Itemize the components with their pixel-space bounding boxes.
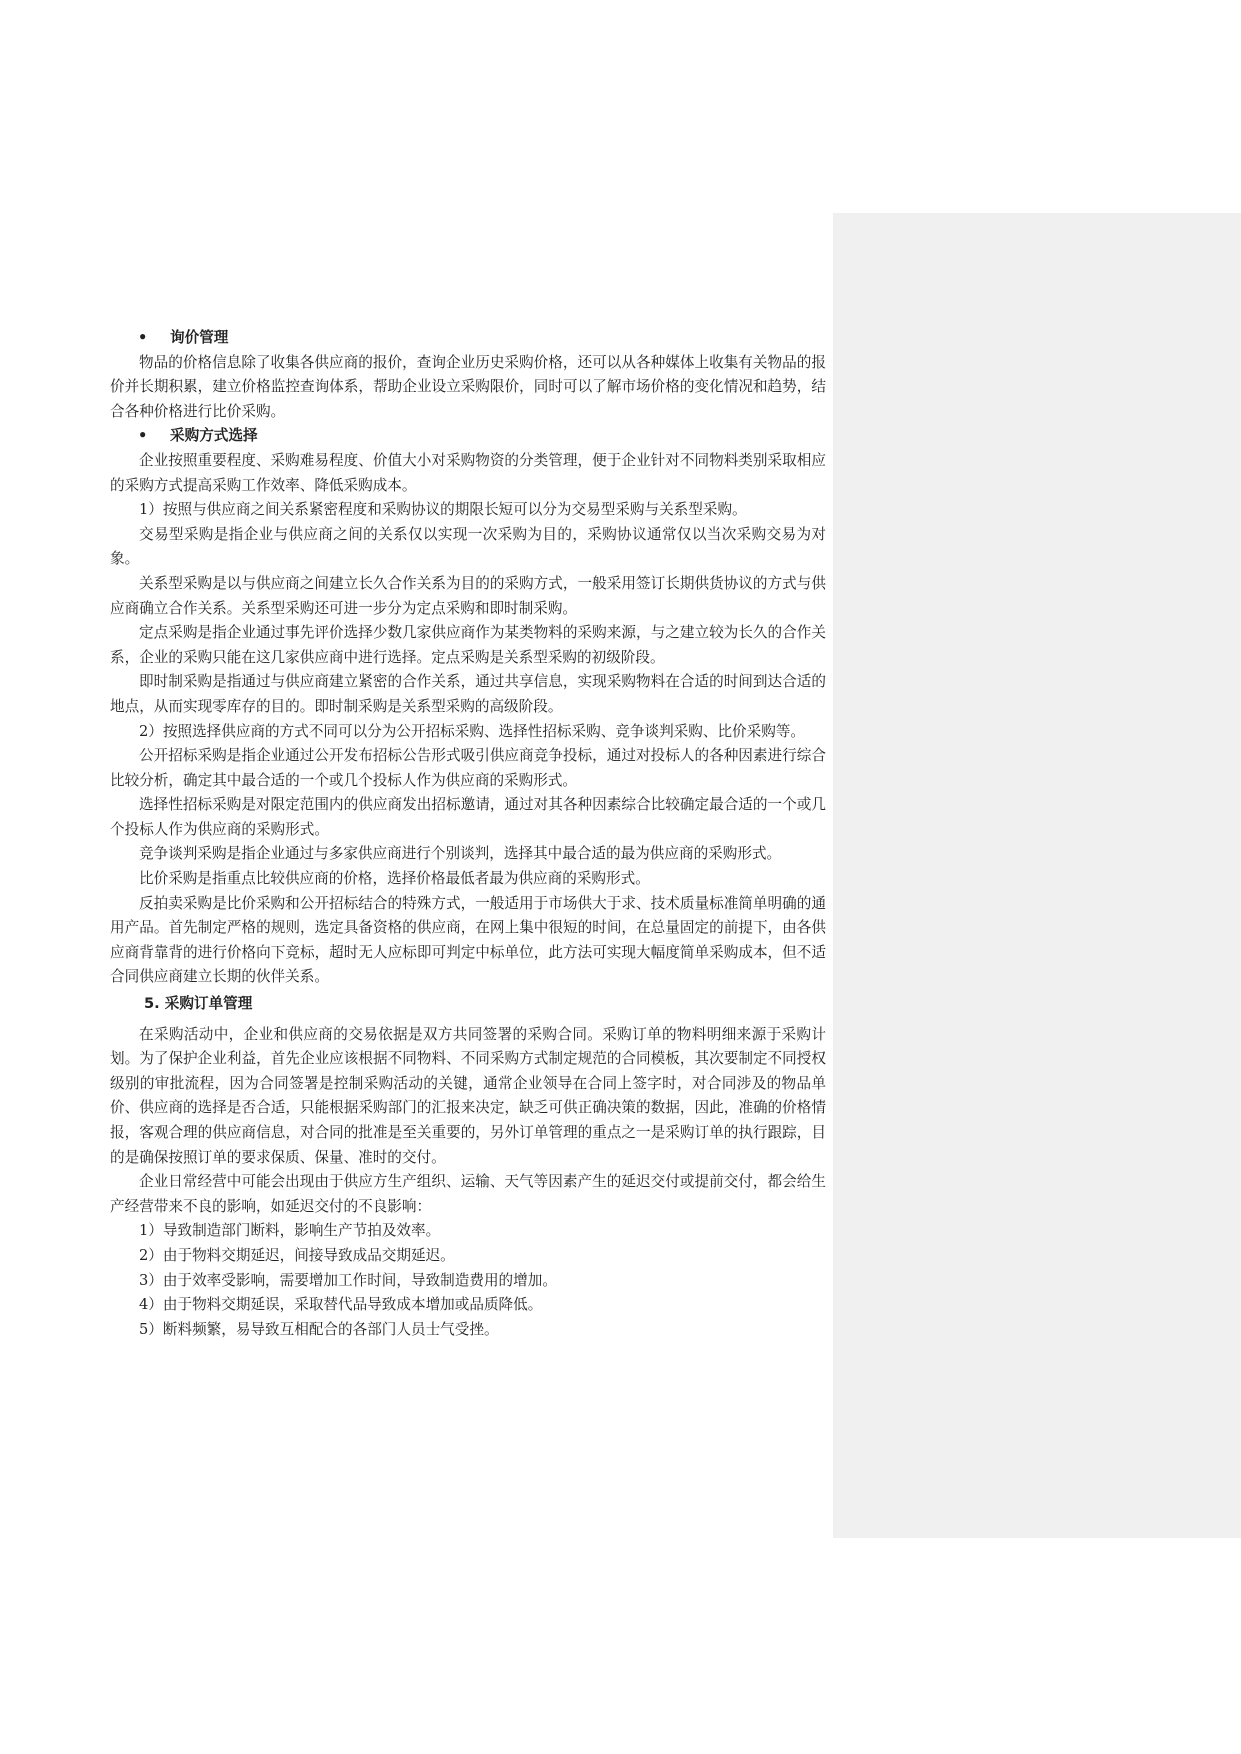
bullet-icon: • bbox=[138, 329, 148, 346]
method-paragraph: 反拍卖采购是比价采购和公开招标结合的特殊方式，一般适用于市场供大于求、技术质量标准简单明确的通用产品。首先制定严格的规则，选定具备资格的供应商，在网上集中很短的时间，在总量固定的前提下，由各供应商背靠背的进行价格向下竞标，超时无人应标即可判定中标单位，此方法可实现大幅度简单采购成本，但不适合同供应商建立长期的伙伴关系。 bbox=[110, 894, 826, 986]
method-heading bbox=[110, 424, 826, 449]
list-item: 1）导致制造部门断料，影响生产节拍及效率。 bbox=[139, 1222, 441, 1240]
method-paragraph: 2）按照选择供应商的方式不同可以分为公开招标采购、选择性招标采购、竞争谈判采购、比价采购等。 bbox=[139, 722, 806, 740]
order-paragraph: 企业日常经营中可能会出现由于供应方生产组织、运输、天气等因素产生的延迟交付或提前交付，都会给生产经营带来不良的影响，如延迟交付的不良影响： bbox=[110, 1173, 826, 1215]
method-paragraph: 交易型采购是指企业与供应商之间的关系仅以实现一次采购为目的，采购协议通常仅以当次采购交易为对象。 bbox=[110, 525, 826, 568]
method-paragraph: 选择性招标采购是对限定范围内的供应商发出招标邀请，通过对其各种因素综合比较确定最合适的一个或几个投标人作为供应商的采购形式。 bbox=[110, 796, 826, 838]
comment-margin-pane bbox=[833, 213, 1241, 1538]
method-paragraph: 竞争谈判采购是指企业通过与多家供应商进行个别谈判，选择其中最合适的最为供应商的采购形式。 bbox=[139, 845, 782, 863]
list-item: 3）由于效率受影响，需要增加工作时间，导致制造费用的增加。 bbox=[139, 1271, 557, 1289]
method-paragraph: 公开招标采购是指企业通过公开发布招标公告形式吸引供应商竞争投标，通过对投标人的各种因素进行综合比较分析，确定其中最合适的一个或几个投标人作为供应商的采购形式。 bbox=[110, 747, 826, 789]
list-item: 2）由于物料交期延迟，间接导致成品交期延迟。 bbox=[139, 1246, 455, 1264]
method-heading-text: 采购方式选择 bbox=[170, 427, 258, 445]
method-paragraph: 比价采购是指重点比较供应商的价格，选择价格最低者最为供应商的采购形式。 bbox=[139, 870, 650, 888]
inquiry-heading-text: 询价管理 bbox=[170, 329, 229, 346]
method-paragraph: 1）按照与供应商之间关系紧密程度和采购协议的期限长短可以分为交易型采购与关系型采购。 bbox=[139, 501, 747, 519]
document-body bbox=[110, 326, 826, 1342]
inquiry-paragraph: 物品的价格信息除了收集各供应商的报价，查询企业历史采购价格，还可以从各种媒体上收集有关物品的报价并长期积累，建立价格监控查询体系，帮助企业设立采购限价，同时可以了解市场价格的变化情况和趋势，结合各种价格进行比价采购。 bbox=[110, 353, 826, 420]
method-paragraph: 企业按照重要程度、采购难易程度、价值大小对采购物资的分类管理，便于企业针对不同物料类别采取相应的采购方式提高采购工作效率、降低采购成本。 bbox=[110, 451, 826, 494]
order-heading: 5. 采购订单管理 bbox=[144, 995, 253, 1013]
bullet-icon: • bbox=[138, 427, 148, 445]
inquiry-heading bbox=[110, 326, 826, 351]
method-paragraph: 关系型采购是以与供应商之间建立长久合作关系为目的的采购方式，一般采用签订长期供货协议的方式与供应商确立合作关系。关系型采购还可进一步分为定点采购和即时制采购。 bbox=[110, 574, 826, 617]
order-paragraph: 在采购活动中，企业和供应商的交易依据是双方共同签署的采购合同。采购订单的物料明细来源于采购计划。为了保护企业利益，首先企业应该根据不同物料、不同采购方式制定规范的合同模板，其次要制定不同授权级别的审批流程，因为合同签署是控制采购活动的关键，通常企业领导在合同上签字时，对合同涉及的物品单价、供应商的选择是否合适，只能根据采购部门的汇报来决定，缺乏可供正确决策的数据，因此，准确的价格情报，客观合理的供应商信息，对合同的批准是至关重要的，另外订单管理的重点之一是采购订单的执行跟踪，目的是确保按照订单的要求保质、保量、准时的交付。 bbox=[110, 1025, 826, 1166]
list-item: 4）由于物料交期延误，采取替代品导致成本增加或品质降低。 bbox=[139, 1296, 543, 1314]
list-item: 5）断料频繁，易导致互相配合的各部门人员士气受挫。 bbox=[139, 1320, 499, 1338]
method-paragraph: 定点采购是指企业通过事先评价选择少数几家供应商作为某类物料的采购来源，与之建立较为长久的合作关系，企业的采购只能在这几家供应商中进行选择。定点采购是关系型采购的初级阶段。 bbox=[110, 624, 826, 666]
method-paragraph: 即时制采购是指通过与供应商建立紧密的合作关系，通过共享信息，实现采购物料在合适的时间到达合适的地点，从而实现零库存的目的。即时制采购是关系型采购的高级阶段。 bbox=[110, 673, 826, 715]
